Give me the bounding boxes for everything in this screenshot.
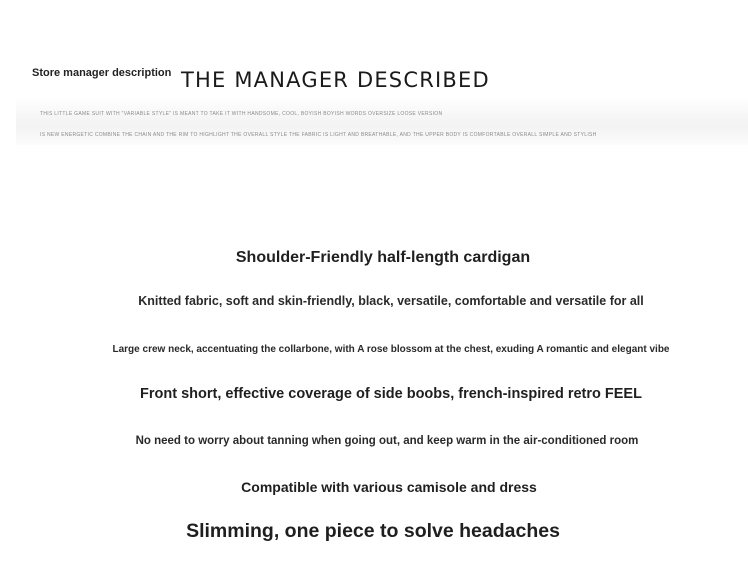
product-title: Shoulder-Friendly half-length cardigan: [235, 249, 531, 266]
fabric-description: Knitted fabric, soft and skin-friendly, black, versatile, comfortable and versatile for all: [138, 294, 644, 308]
band-text-line-1: THIS LITTLE GAME SUIT WITH "VARIABLE STYLE" IS MEANT TO TAKE IT WITH HANDSOME, COOL, BOYISH BOYISH WORDS OVERSIZE LOOSE VERSION: [40, 111, 443, 117]
band-text-line-2: IS NEW ENERGETIC COMBINE THE CHAIN AND THE RIM TO HIGHLIGHT THE OVERALL STYLE THE FABRIC IS LIGHT AND BREATHABLE, AND THE UPPER BODY IS COMFORTABLE OVERALL SIMPLE AND STYLISH: [40, 132, 597, 138]
neckline-description: Large crew neck, accentuating the collarbone, with A rose blossom at the chest, exuding A romantic and elegant vibe: [112, 344, 670, 355]
compatibility-description: Compatible with various camisole and dress: [241, 479, 537, 495]
slimming-description: Slimming, one piece to solve headaches: [186, 520, 560, 542]
front-description: Front short, effective coverage of side boobs, french-inspired retro FEEL: [140, 386, 642, 402]
manager-described-heading: THE MANAGER DESCRIBED: [181, 68, 490, 92]
tanning-description: No need to worry about tanning when going out, and keep warm in the air-conditioned room: [135, 435, 639, 447]
store-manager-label: Store manager description: [32, 67, 172, 79]
